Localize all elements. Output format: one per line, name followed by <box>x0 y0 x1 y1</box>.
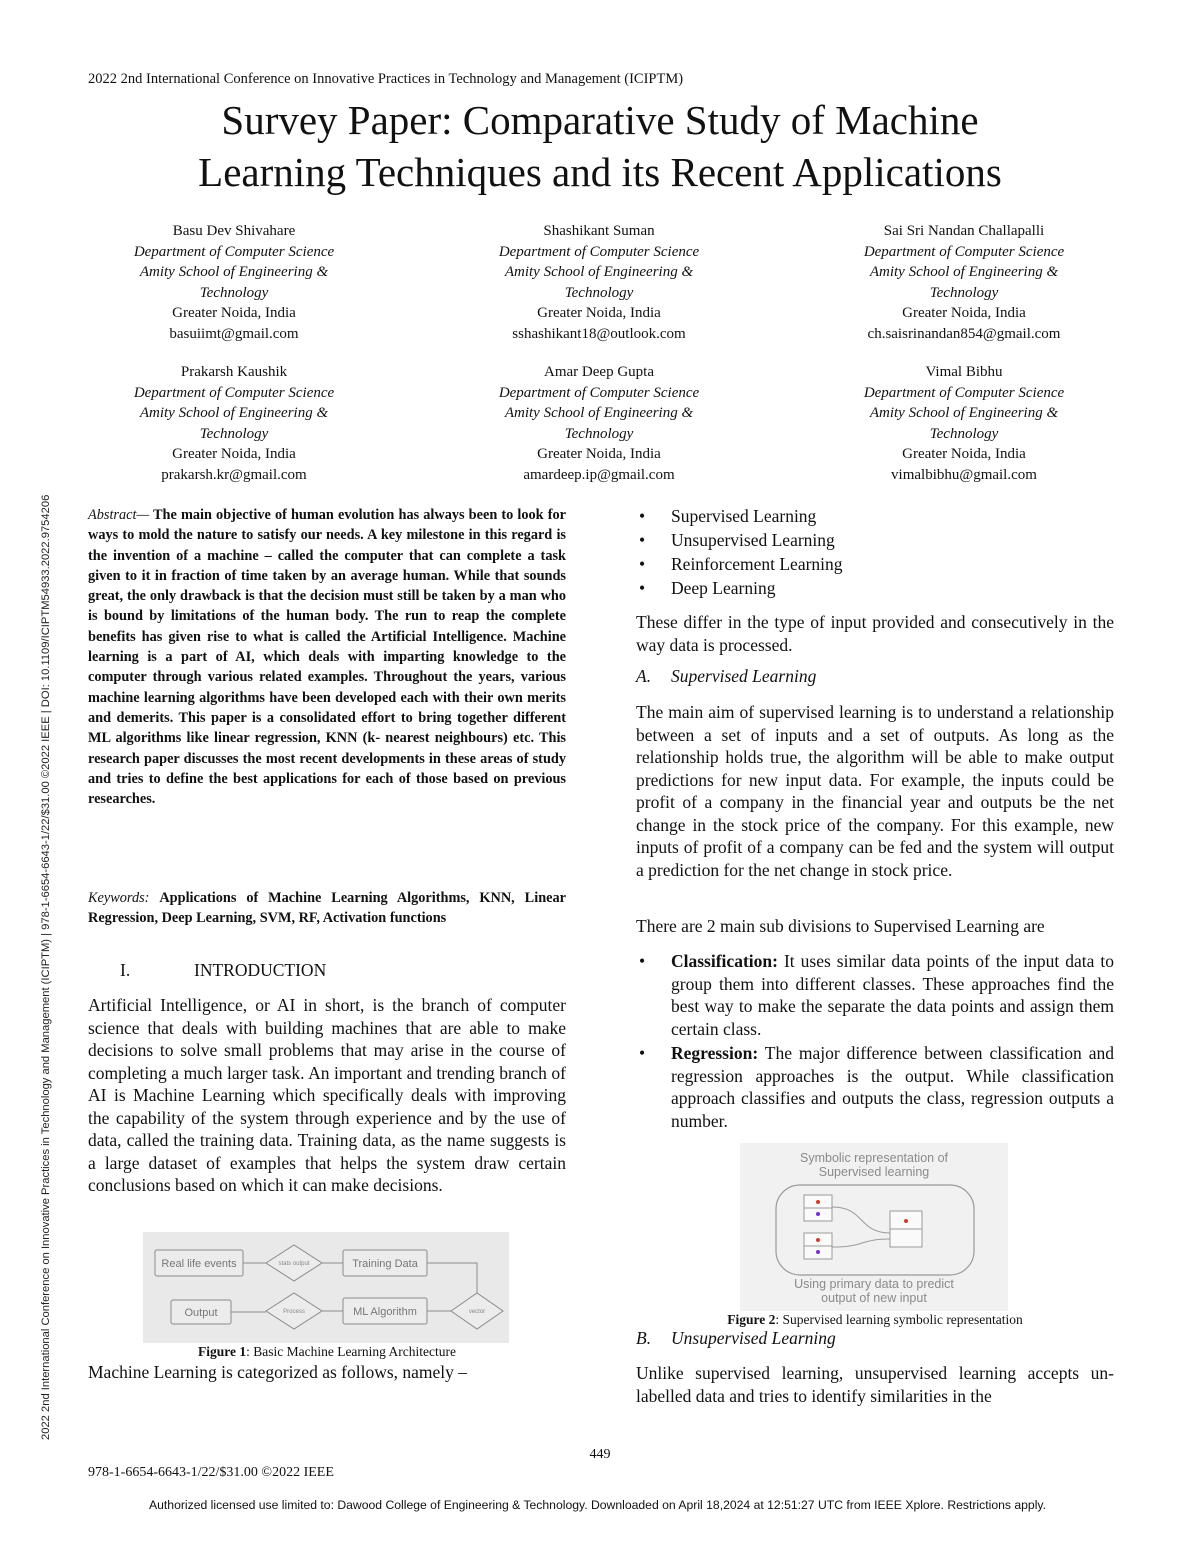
footer-copyright: 978-1-6654-6643-1/22/$31.00 ©2022 IEEE <box>88 1465 334 1480</box>
author-email: ch.saisrinandan854@gmail.com <box>867 325 1061 342</box>
differ-paragraph <box>636 611 1114 656</box>
supervised-paragraph <box>636 701 1114 881</box>
paragraph-text: Unlike supervised learning, unsupervised learning accepts un-labelled data and tries to identify similarities in the <box>636 1363 1114 1406</box>
list-item <box>636 1042 1114 1132</box>
title-line-2: Learning Techniques and its Recent Applications <box>198 149 1002 195</box>
abstract-lead: Abstract— <box>88 507 150 523</box>
caption-text: : Basic Machine Learning Architecture <box>246 1344 457 1359</box>
section-heading-unsupervised <box>636 1328 836 1349</box>
author-location: Greater Noida, India <box>902 446 1026 462</box>
caption-label: Figure 1 <box>197 1344 247 1359</box>
authorization-notice: Authorized licensed use limited to: Dawood College of Engineering & Technology. Downloaded on April 18,2024 at 12:51:27 UTC from IEEE Xplore. Restrictions apply. <box>149 1498 1046 1512</box>
abstract <box>88 505 566 809</box>
author-location: Greater Noida, India <box>172 305 296 321</box>
diagram-box-label: Training Data <box>352 1258 418 1270</box>
figure-title: Symbolic representation of <box>800 1151 948 1165</box>
intro-paragraph <box>88 994 566 1197</box>
paragraph-text: Artificial Intelligence, or AI in short, is the branch of computer science that deals with building machines that are able to make decisions to solve small problems that may arise in the course of completing a much larger task. An important and trending branch of AI is Machine Learning which specifically deals with improving the capability of the system through experience and by the use of data, called the training data. Training data, as the name suggests is a large dataset of examples that helps the system draw certain conclusions based on which it can make decisions. <box>88 995 566 1195</box>
keywords-lead: Keywords: <box>88 890 160 906</box>
list-item: • Reinforcement Learning <box>636 552 1114 576</box>
author-location: Greater Noida, India <box>537 305 661 321</box>
author-name: Amar Deep Gupta <box>544 364 654 380</box>
subdivision-list <box>636 950 1114 1134</box>
author-dept: Department of Computer Science <box>133 384 335 401</box>
figure-1-caption <box>88 1344 566 1360</box>
author-dept: Department of Computer Science <box>498 243 700 260</box>
author-school: Amity School of Engineering & <box>504 264 694 280</box>
categorized-text: Machine Learning is categorized as follows, namely – <box>88 1362 468 1382</box>
section-title: Supervised Learning <box>671 666 817 686</box>
author-school: Technology <box>929 284 999 301</box>
author-location: Greater Noida, India <box>537 446 661 462</box>
section-heading-introduction <box>120 960 326 981</box>
author-block <box>814 221 1114 344</box>
term: Regression: <box>671 1043 759 1063</box>
page-number: 449 <box>589 1447 611 1462</box>
section-title: Unsupervised Learning <box>671 1328 836 1348</box>
section-number: I. <box>120 960 131 980</box>
keywords-body: Applications of Machine Learning Algorithms, KNN, Linear Regression, Deep Learning, SVM, RF, Activation functions <box>88 890 566 927</box>
author-school: Technology <box>564 284 634 301</box>
unsupervised-paragraph <box>636 1362 1114 1407</box>
section-number: B. <box>636 1328 652 1348</box>
author-email: vimalbibhu@gmail.com <box>891 466 1037 483</box>
diagram-box-label: ML Algorithm <box>353 1306 417 1318</box>
author-block <box>84 221 384 344</box>
diagram-box-label: Real life events <box>161 1258 237 1270</box>
diagram-diamond-label: stats output <box>278 1261 310 1267</box>
author-name: Basu Dev Shivahare <box>172 223 296 239</box>
author-block <box>449 362 749 485</box>
author-school: Technology <box>564 425 634 442</box>
author-dept: Department of Computer Science <box>498 384 700 401</box>
author-name: Vimal Bibhu <box>925 364 1003 380</box>
ml-types-list <box>636 504 1114 600</box>
diagram-diamond-label: vector <box>468 1309 486 1315</box>
author-name: Sai Sri Nandan Challapalli <box>883 223 1045 239</box>
term: Classification: <box>671 951 778 971</box>
keywords <box>88 888 566 929</box>
conference-header: 2022 2nd International Conference on Innovative Practices in Technology and Management (ICIPTM) <box>88 71 684 87</box>
paragraph-text: These differ in the type of input provided and consecutively in the way data is processed. <box>636 612 1114 655</box>
figure-note: Using primary data to predict <box>794 1277 954 1291</box>
diagram-diamond-label: Process <box>283 1309 305 1315</box>
term-description: It uses similar data points of the input data to group them into different classes. These approaches find the best way to make the separate the data points and assign them certain class. <box>671 951 1114 1039</box>
author-school: Technology <box>929 425 999 442</box>
figure-2-caption <box>636 1312 1114 1328</box>
subdivision-intro <box>636 915 1114 938</box>
author-school: Amity School of Engineering & <box>869 264 1059 280</box>
diagram-box-label: Output <box>184 1307 218 1319</box>
author-location: Greater Noida, India <box>902 305 1026 321</box>
author-email: basuiimt@gmail.com <box>169 325 299 342</box>
section-number: A. <box>636 666 652 686</box>
author-school: Amity School of Engineering & <box>504 405 694 421</box>
section-heading-supervised <box>636 666 816 687</box>
author-email: amardeep.ip@gmail.com <box>523 466 675 483</box>
author-email: prakarsh.kr@gmail.com <box>161 466 307 483</box>
paper-title <box>60 94 1140 198</box>
list-item: • Deep Learning <box>636 576 1114 600</box>
author-dept: Department of Computer Science <box>863 384 1065 401</box>
figure-1-architecture-diagram <box>143 1232 509 1343</box>
paragraph-text: There are 2 main sub divisions to Supervised Learning are <box>636 916 1045 936</box>
section-title: INTRODUCTION <box>194 960 327 980</box>
author-school: Amity School of Engineering & <box>139 264 329 280</box>
author-school: Amity School of Engineering & <box>869 405 1059 421</box>
paragraph-text: The main aim of supervised learning is to understand a relationship between a set of inputs and a set of outputs. As long as the relationship holds true, the algorithm will be able to make output predictions for new input data. For example, the inputs could be profit of a company in the financial year and outputs be the net change in the stock price of the company. For this example, new inputs of profit of a company can be fed and the system will output a prediction for the net change in stock price. <box>636 702 1114 880</box>
list-item: • Supervised Learning <box>636 504 1114 528</box>
author-dept: Department of Computer Science <box>133 243 335 260</box>
term-description: The major difference between classification and regression approaches is the output. While classification approach classifies and outputs the class, regression outputs a number. <box>671 1043 1114 1131</box>
author-school: Technology <box>199 284 269 301</box>
author-location: Greater Noida, India <box>172 446 296 462</box>
figure-2-supervised-diagram <box>740 1143 1008 1311</box>
author-name: Prakarsh Kaushik <box>180 364 288 380</box>
figure-note: output of new input <box>821 1291 927 1305</box>
list-item: • Unsupervised Learning <box>636 528 1114 552</box>
author-dept: Department of Computer Science <box>863 243 1065 260</box>
caption-label: Figure 2 <box>727 1312 776 1327</box>
author-email: sshashikant18@outlook.com <box>512 325 686 342</box>
author-school: Technology <box>199 425 269 442</box>
title-line-1: Survey Paper: Comparative Study of Machine <box>221 97 979 143</box>
doi-side-strip: 2022 2nd International Conference on Innovative Practices in Technology and Management (ICIPTM) | 978-1-6654-6643-1/22/$31.00 ©2022 IEEE | DOI: 10.1109/ICIPTM54933.2022.9754206 <box>40 494 52 1440</box>
author-school: Amity School of Engineering & <box>139 405 329 421</box>
list-item <box>636 950 1114 1040</box>
author-block <box>84 362 384 485</box>
figure-title: Supervised learning <box>818 1165 930 1179</box>
author-name: Shashikant Suman <box>543 223 655 239</box>
author-block <box>814 362 1114 485</box>
abstract-body: The main objective of human evolution has always been to look for ways to mold the nature to satisfy our needs. A key milestone in this regard is the invention of a machine – called the computer that can complete a task given to it in fraction of time taken by an average human. While that sounds great, the only drawback is that the decision must still be taken by a man who is bound by limitations of the human body. The run to reap the complete benefits has given rise to what is called the Artificial Intelligence. Machine learning is a part of AI, which deals with imparting knowledge to the computer through various related examples. Throughout the years, various machine learning algorithms have been developed each with their own merits and demerits. This paper is a consolidated effort to bring together different ML algorithms like linear regression, KNN (k- nearest neighbours) etc. This research paper discusses the most recent developments in these areas of study and tries to define the best applications for each of those based on previous researches. <box>88 507 566 808</box>
author-block <box>449 221 749 344</box>
caption-text: : Supervised learning symbolic representation <box>775 1312 1023 1327</box>
